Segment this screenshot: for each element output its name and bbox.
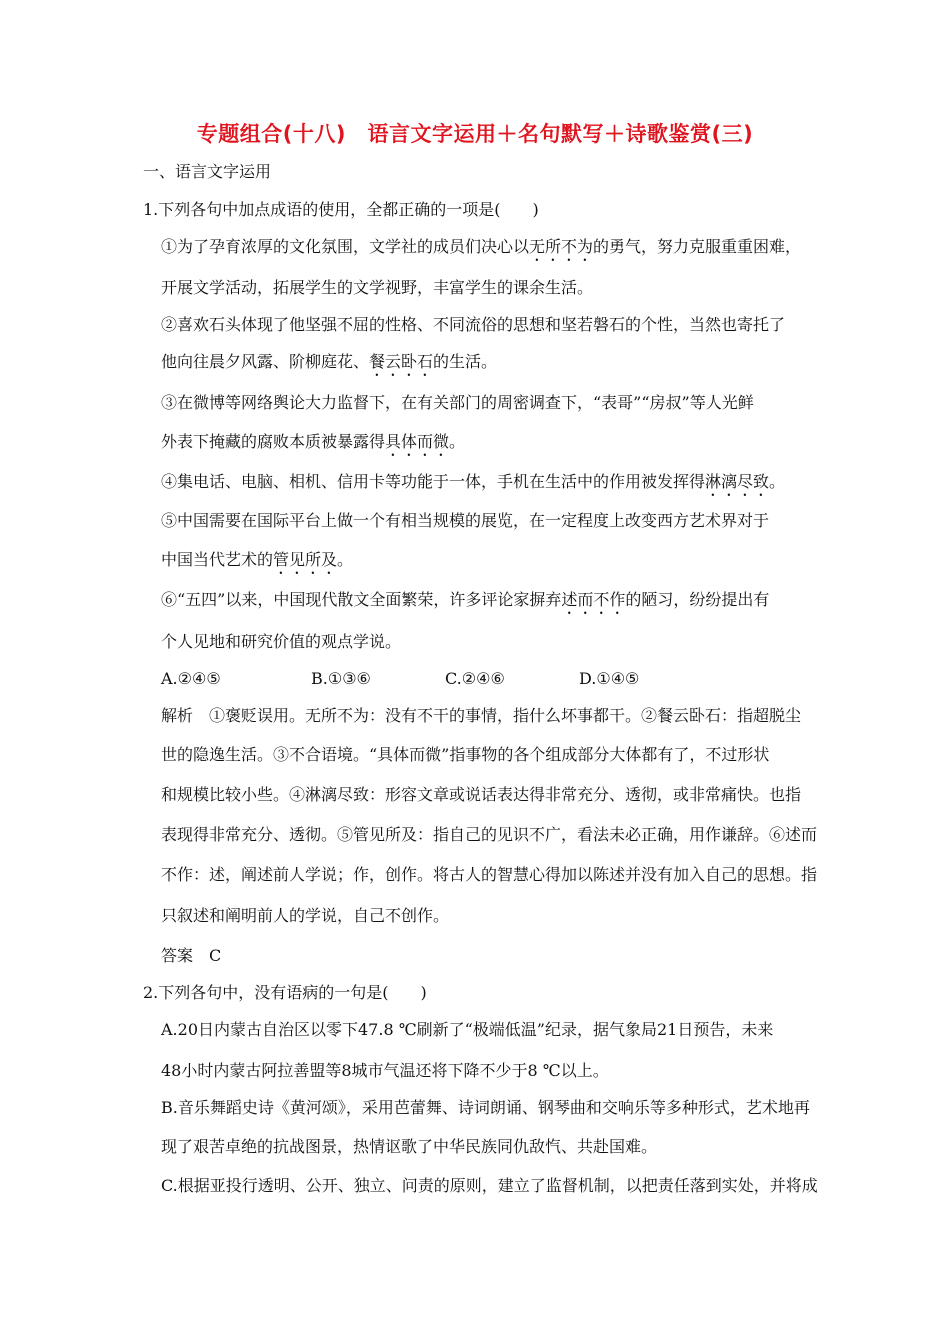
sentence-6-line-1 <box>161 590 769 618</box>
sentence-text: 中国当代艺术的 <box>161 550 274 569</box>
sentence-3-line-2 <box>161 432 465 460</box>
analysis-line: 表现得非常充分、透彻。⑤管见所及：指自己的见识不广，看法未必正确，用作谦辞。⑥述而 <box>161 825 818 844</box>
q2-line: 现了艰苦卓绝的抗战图景，热情讴歌了中华民族同仇敌忾、共赴国难。 <box>161 1137 658 1156</box>
q2-line: 48小时内蒙古阿拉善盟等8城市气温还将下降不少于8 ℃以上。 <box>161 1061 609 1080</box>
sentence-4 <box>161 472 785 500</box>
dotted-idiom: 无所不为 <box>529 237 594 256</box>
sentence-text: 。 <box>337 550 354 569</box>
sentence-3-line-1: ③在微博等网络舆论大力监督下，在有关部门的周密调查下，“表哥”“房叔”等人光鲜 <box>161 393 754 412</box>
sentence-text: 。 <box>449 432 466 451</box>
dotted-idiom: 管见所及 <box>273 550 338 569</box>
sentence-text: 的生活。 <box>433 352 498 371</box>
sentence-text: ①为了孕育浓厚的文化氛围，文学社的成员们决心以 <box>161 237 530 256</box>
dotted-idiom: 具体而微 <box>385 432 450 451</box>
sentence-text: 。 <box>769 472 786 491</box>
sentence-5-line-2 <box>161 550 353 578</box>
sentence-text: 外表下掩藏的腐败本质被暴露得 <box>161 432 386 451</box>
sentence-text: ④集电话、电脑、相机、信用卡等功能于一体，手机在生活中的作用被发挥得 <box>161 472 706 491</box>
analysis-line: 只叙述和阐明前人的学说，自己不创作。 <box>161 906 450 925</box>
sentence-text: 的陋习，纷纷提出有 <box>625 590 770 609</box>
sentence-5-line-1: ⑤中国需要在国际平台上做一个有相当规模的展览，在一定程度上改变西方艺术界对于 <box>161 511 770 530</box>
question-2-stem: 2.下列各句中，没有语病的一句是( ) <box>143 983 427 1002</box>
analysis-line: 和规模比较小些。④淋漓尽致：形容文章或说话表达得非常充分、透彻，或非常痛快。也指 <box>161 785 802 804</box>
document-title: 专题组合(十八) 语言文字运用＋名句默写＋诗歌鉴赏(三) <box>196 122 754 146</box>
sentence-1-line-2: 开展文学活动，拓展学生的文学视野，丰富学生的课余生活。 <box>161 278 594 297</box>
option-d: D.①④⑤ <box>579 669 640 688</box>
option-b: B.①③⑥ <box>311 669 371 688</box>
dotted-idiom: 述而不作 <box>561 590 626 609</box>
sentence-2-line-1: ②喜欢石头体现了他坚强不屈的性格、不同流俗的思想和坚若磐石的个性，当然也寄托了 <box>161 315 786 334</box>
analysis-line: 不作：述，阐述前人学说；作，创作。将古人的智慧心得加以陈述并没有加入自己的思想。指 <box>161 865 818 884</box>
q2-line: B.音乐舞蹈史诗《黄河颂》，采用芭蕾舞、诗词朗诵、钢琴曲和交响乐等多种形式，艺术地再 <box>161 1098 810 1117</box>
dotted-idiom: 淋漓尽致 <box>705 472 770 491</box>
q2-line: A.20日内蒙古自治区以零下47.8 ℃刷新了“极端低温”纪录，据气象局21日预告，未来 <box>161 1020 774 1039</box>
sentence-2-line-2 <box>161 352 497 380</box>
dotted-idiom: 餐云卧石 <box>369 352 434 371</box>
question-1-stem: 1.下列各句中加点成语的使用，全都正确的一项是( ) <box>143 200 539 219</box>
sentence-6-line-2: 个人见地和研究价值的观点学说。 <box>161 632 402 651</box>
option-c: C.②④⑥ <box>445 669 505 688</box>
q2-line: C.根据亚投行透明、公开、独立、问责的原则，建立了监督机制，以把责任落到实处，并将成 <box>161 1176 818 1195</box>
analysis-line: 解析 ①褒贬误用。无所不为：没有不干的事情，指什么坏事都干。②餐云卧石：指超脱尘 <box>161 706 802 725</box>
sentence-text: ⑥“五四”以来，中国现代散文全面繁荣，许多评论家摒弃 <box>161 590 562 609</box>
sentence-text: 他向往晨夕风露、阶柳庭花、 <box>161 352 370 371</box>
answer: 答案 C <box>161 946 222 965</box>
sentence-text: 的勇气，努力克服重重困难， <box>593 237 802 256</box>
option-a: A.②④⑤ <box>161 669 221 688</box>
sentence-1-line-1 <box>161 237 801 265</box>
analysis-line: 世的隐逸生活。③不合语境。“具体而微”指事物的各个组成部分大体都有了，不过形状 <box>161 745 770 764</box>
section-heading: 一、语言文字运用 <box>143 162 272 181</box>
